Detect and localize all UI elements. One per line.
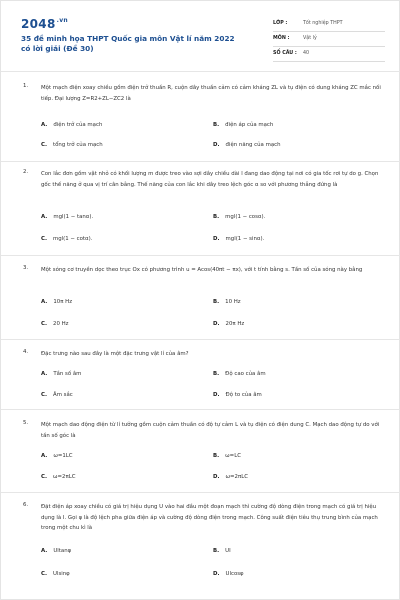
question-text: Đặc trưng nào sau đây là một đặc trưng vật lí của âm? xyxy=(41,351,189,357)
option-b[interactable]: B. ω=LC xyxy=(213,453,241,459)
option-a[interactable]: A. điện trở của mạch xyxy=(41,122,103,128)
question-text: Đặt điện áp xoay chiều có giá trị hiệu dụng U vào hai đầu một đoạn mạch thì cường độ dòng điện trong mạch có giá trị hiệu dụng là I. Gọi φ là độ lệch pha giữa điện áp và cường độ dòng điện trong mạch. Công suất điện tiêu thụ trung bình của mạch trong một chu kì là xyxy=(41,504,378,531)
option-c[interactable]: C. ω=2πLC xyxy=(41,474,76,480)
option-d[interactable]: D. Ulcosφ xyxy=(213,571,244,577)
option-c[interactable]: C. mgl(1 − cotα). xyxy=(41,236,93,242)
exam-page: $2048^{.vn}$ 35 đề minh họa THPT Quốc gia môn Vật lí năm 2022 có lời giải (Đề 30) LỚP : Tốt nghiệp THPT MÔN : Vật lý SỐ CÂU : 40 1. Một mạch điện xoay chiều gồm điện trở thuần R, cuộn dây thuần cảm có cảm kháng ZL và tụ điện có dung kháng ZC mắc nối tiếp. Đại lượng Z=R2+ZL−ZC2 là A. điện trở của mạch B. điện áp của mạch C. tổng trở của mạch D. điện năng của mạch 2. Con lắc đơn gồm vật nhỏ có khối lượng m được treo vào sợi dây chiều dài l đang dao động tại nơi có gia tốc rơi tự do g. Chọn gốc thế năng ở qua vị trí cân bằng. Thế năng của con lắc khi dây treo lệch góc α so với phương thẳng đứng là A. mgl(1 − tanα). B. mgl(1 − cosα). C. mgl(1 − cotα). D. mgl(1 − sinα). 3. Một sóng cơ truyền dọc theo trục Ox có phương trình u = Acos(40πt − πx), với t tính bằng s. Tần số của sóng này bằng A. 10π Hz B. 10 Hz C. 20 Hz D. 20π Hz 4. Đặc trưng nào sau đây là một đặc trưng vật lí của âm? A. Tần số âm B. Độ cao của âm C. Âm sắc D. Độ to của âm 5. Một mạch dao động điện từ lí tưởng gồm cuộn cảm thuần có độ tự cảm L và tụ điện có điện dung C. Mạch dao động tự do với tần số góc là A. ω=1LC B. ω=LC C. ω=2πLC D. ω=2πLC 6. Đặt điện áp xoay chiều có giá trị hiệu dụng U vào hai đầu một đoạn mạch thì cường độ dòng điện trong mạch có giá trị hiệu dụng là I. Gọi φ là độ lệch pha giữa điện áp và cường độ dòng điện trong mạch. Công suất điện tiêu thụ trung bình của mạch trong một chu kì là A. Ultanφ B. UI C. Ulsinφ D. Ulcosφ xyxy=(0,0,400,600)
divider xyxy=(1,409,400,410)
option-d[interactable]: D. Độ to của âm xyxy=(213,392,262,398)
option-d[interactable]: D. ω=2πLC xyxy=(213,474,249,480)
exam-meta xyxy=(273,17,385,62)
divider xyxy=(1,71,400,72)
divider xyxy=(1,255,400,256)
question-text: Một sóng cơ truyền dọc theo trục Ox có phương trình u = Acos(40πt − πx), với t tính bằng s. Tần số của sóng này bằng xyxy=(41,267,363,273)
question-text: Con lắc đơn gồm vật nhỏ có khối lượng m được treo vào sợi dây chiều dài l đang dao động tại nơi có gia tốc rơi tự do g. Chọn gốc thế năng ở qua vị trí cân bằng. Thế năng của con lắc khi dây treo lệch góc α so với phương thẳng đứng là xyxy=(41,171,379,188)
meta-subject: MÔN : Vật lý xyxy=(273,32,385,47)
exam-header xyxy=(21,17,381,59)
option-d[interactable]: D. 20π Hz xyxy=(213,321,245,327)
site-logo[interactable]: $2048^{.vn}$ xyxy=(21,17,68,31)
option-b[interactable]: B. điện áp của mạch xyxy=(213,122,274,128)
divider xyxy=(1,161,400,162)
option-c[interactable]: C. Âm sắc xyxy=(41,392,73,398)
meta-question-count: SỐ CÂU : 40 xyxy=(273,47,385,62)
question-text: Một mạch dao động điện từ lí tưởng gồm cuộn cảm thuần có độ tự cảm L và tụ điện có điện dung C. Mạch dao động tự do với tần số góc là xyxy=(41,422,380,439)
option-a[interactable]: A. mgl(1 − tanα). xyxy=(41,214,94,220)
option-d[interactable]: D. điện năng của mạch xyxy=(213,142,281,148)
option-b[interactable]: B. Độ cao của âm xyxy=(213,371,266,377)
option-a[interactable]: A. Ultanφ xyxy=(41,548,72,554)
divider xyxy=(1,339,400,340)
option-b[interactable]: B. UI xyxy=(213,548,231,554)
option-a[interactable]: A. ω=1LC xyxy=(41,453,73,459)
question-text: Một mạch điện xoay chiều gồm điện trở thuần R, cuộn dây thuần cảm có cảm kháng ZL và tụ điện có dung kháng ZC mắc nối tiếp. Đại lượng Z=R2+ZL−ZC2 là xyxy=(41,85,381,102)
option-c[interactable]: C. Ulsinφ xyxy=(41,571,70,577)
meta-class: LỚP : Tốt nghiệp THPT xyxy=(273,17,385,32)
option-b[interactable]: B. 10 Hz xyxy=(213,299,241,305)
exam-title: 35 đề minh họa THPT Quốc gia môn Vật lí năm 2022 có lời giải (Đề 30) xyxy=(21,34,235,53)
divider xyxy=(1,492,400,493)
option-d[interactable]: D. mgl(1 − sinα). xyxy=(213,236,265,242)
option-c[interactable]: C. 20 Hz xyxy=(41,321,69,327)
option-a[interactable]: A. 10π Hz xyxy=(41,299,73,305)
option-b[interactable]: B. mgl(1 − cosα). xyxy=(213,214,266,220)
option-c[interactable]: C. tổng trở của mạch xyxy=(41,142,103,148)
option-a[interactable]: A. Tần số âm xyxy=(41,371,82,377)
